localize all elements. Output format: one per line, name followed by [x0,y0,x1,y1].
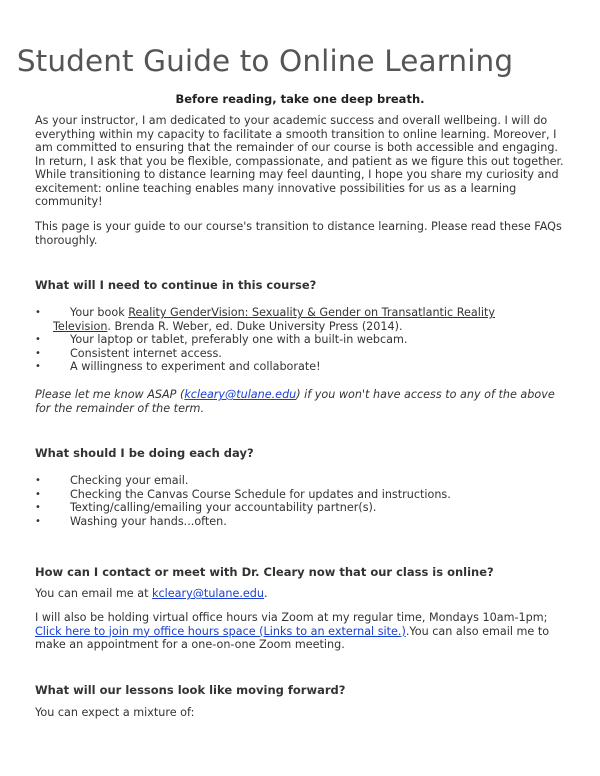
list-item-text: Texting/calling/emailing your accountability partner(s). [70,501,377,514]
list-item-text: A willingness to experiment and collaborate! [70,360,321,373]
list-item [35,501,565,515]
list-item [35,360,565,374]
list-item [35,333,565,347]
bullet-icon: • [35,307,41,318]
section-heading-needs: What will I need to continue in this course? [35,278,317,292]
office-hours-link[interactable]: Click here to join my office hours space (Links to an external site.) [35,624,406,638]
access-note-prefix: Please let me know ASAP ( [35,388,185,401]
bullet-icon: • [35,347,41,359]
list-item [35,474,565,488]
email-suffix: . [263,587,268,600]
list-item [35,515,565,529]
bullet-icon: • [35,334,41,345]
page-title: Student Guide to Online Learning [16,44,514,78]
daily-list [35,474,565,528]
book-title-link-cont[interactable]: Television [53,319,108,333]
email-link[interactable]: kcleary@tulane.edu [184,388,297,401]
list-item [35,347,565,361]
email-paragraph [35,587,565,601]
bullet-icon: • [35,361,41,372]
list-item-text: Checking the Canvas Course Schedule for updates and instructions. [70,487,451,501]
intro-paragraph: As your instructor, I am dedicated to your academic success and overall wellbeing. I will do everything within my capacity to facilitate a smooth transition to online learning. Moreover, I am committed to ensuring that the remainder of our course is both accessible and engaging. In return, I ask that you be flexible, compassionate, and patient as we figure this out together. While transitioning to distance learning may feel daunting, I hope you share my curiosity and excitement: online teaching enables many innovative possibilities for us as a learning community! [35,114,564,208]
office-hours-prefix: I will also be holding virtual office hours via Zoom at my regular time, Mondays 10am-1pm; [35,611,548,624]
book-prefix: Your book [70,306,129,319]
guide-note: This page is your guide to our course's transition to distance learning. Please read these FAQs thoroughly. [35,220,562,247]
list-item-text: Your laptop or tablet, preferably one with a built-in webcam. [70,333,408,346]
access-note-suffix: ) if you won't have access to any of the above for the remainder of the term. [35,388,555,415]
office-hours-suffix: .You can also email me to make an appointment for a one-on-one Zoom meeting. [35,624,550,651]
section-heading-daily: What should I be doing each day? [35,446,254,460]
list-item-text: Consistent internet access. [70,346,222,360]
bullet-icon: • [35,475,41,486]
subtitle: Before reading, take one deep breath. [175,92,425,106]
lessons-intro: You can expect a mixture of: [35,706,195,719]
section-heading-lessons: What will our lessons look like moving forward? [35,683,346,697]
book-suffix: . Brenda R. Weber, ed. Duke University Press (2014). [107,319,403,333]
bullet-icon: • [35,502,41,513]
access-note [35,388,565,415]
list-item [35,488,565,502]
email-link[interactable]: kcleary@tulane.edu [152,587,264,600]
list-item-text: Washing your hands...often. [70,514,227,528]
section-heading-contact: How can I contact or meet with Dr. Cleary now that our class is online? [35,565,494,579]
bullet-icon: • [35,488,41,500]
bullet-icon: • [35,515,41,527]
office-hours-paragraph [35,611,565,652]
list-item-text: Checking your email. [70,474,189,487]
email-prefix: You can email me at [35,587,153,600]
needs-list [35,306,565,374]
book-title-link[interactable]: Reality GenderVision: Sexuality & Gender on Transatlantic Reality [128,306,495,319]
list-item [35,306,565,333]
